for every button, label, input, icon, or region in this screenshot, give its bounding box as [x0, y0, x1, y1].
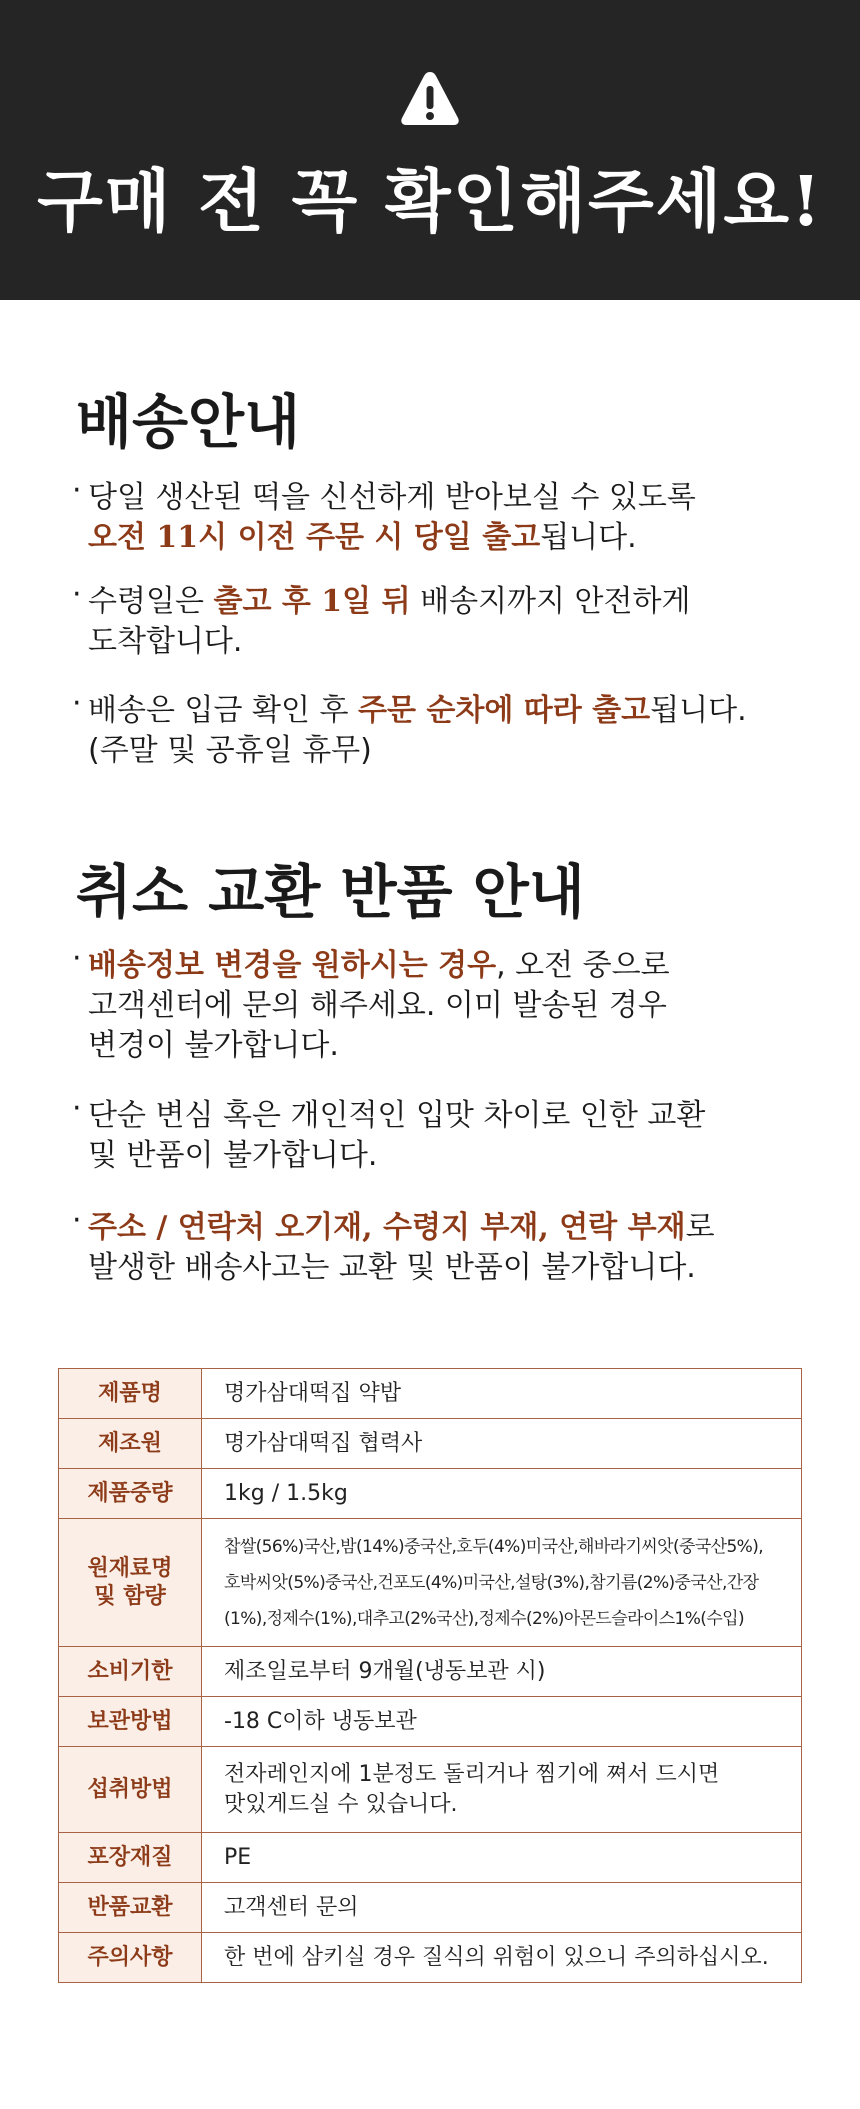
row-value-text: 제조일로부터 9개월(냉동보관 시) — [224, 1658, 546, 1684]
bullet-line — [88, 731, 810, 771]
bullet-text: 고객센터에 문의 해주세요. 이미 발송된 경우 — [88, 988, 667, 1023]
row-label-text: 포장재질 — [87, 1844, 173, 1870]
table-row — [59, 1833, 802, 1883]
row-label — [59, 1469, 202, 1519]
bullet-line — [88, 986, 810, 1026]
notice-header — [0, 0, 860, 300]
bullet-text: 배송은 입금 확인 후 — [88, 693, 358, 728]
table-row — [59, 1647, 802, 1697]
bullet-line — [88, 1248, 810, 1288]
row-value-text: 명가삼대떡집 약밥 — [224, 1380, 402, 1406]
highlight-text: 오전 11시 이전 주문 시 당일 출고 — [88, 520, 541, 555]
table-row — [59, 1697, 802, 1747]
bullet-dot: · — [72, 473, 82, 508]
row-value-text: PE — [224, 1844, 252, 1870]
row-label-text: 보관방법 — [87, 1708, 173, 1734]
cancel-bullet — [70, 941, 810, 1066]
row-value-text: 찹쌀(56%)국산,밤(14%)중국산,호두(4%)미국산,해바라기씨앗(중국산5%), — [224, 1536, 764, 1557]
row-value-text: 호박씨앗(5%)중국산,건포도(4%)미국산,설탕(3%),참기름(2%)중국산,간장 — [224, 1572, 759, 1593]
row-label — [59, 1519, 202, 1647]
bullet-text: 도착합니다. — [88, 624, 243, 659]
row-value-text: 고객센터 문의 — [224, 1894, 359, 1920]
row-value — [202, 1519, 802, 1647]
row-label — [59, 1883, 202, 1933]
bullet-text: , 오전 중으로 — [496, 948, 670, 983]
highlight-text: 주소 / 연락처 오기재, 수령지 부재, 연락 부재 — [88, 1210, 686, 1245]
row-label-text: 제조원 — [98, 1430, 162, 1456]
row-label — [59, 1697, 202, 1747]
bullet-line — [88, 582, 810, 622]
bullet-text: 로 — [685, 1210, 715, 1245]
bullet-dot: · — [72, 686, 82, 721]
row-value-text: 맛있게드실 수 있습니다. — [224, 1791, 458, 1817]
bullet-dot: · — [72, 1203, 82, 1238]
row-label-text: 제품명 — [98, 1380, 162, 1406]
highlight-text: 출고 후 1일 뒤 — [213, 584, 411, 619]
row-label-text: 제품중량 — [87, 1480, 173, 1506]
cancel-bullet — [70, 1091, 810, 1176]
bullet-text: 변경이 불가합니다. — [88, 1028, 339, 1063]
row-label-text: 및 함량 — [94, 1583, 166, 1609]
bullet-text: 및 반품이 불가합니다. — [88, 1138, 378, 1173]
bullet-text: 배송지까지 안전하게 — [410, 584, 691, 619]
bullet-text: 당일 생산된 떡을 신선하게 받아보실 수 있도록 — [88, 480, 696, 515]
table-row — [59, 1883, 802, 1933]
bullet-text: (주말 및 공휴일 휴무) — [88, 733, 372, 768]
row-value-text: 명가삼대떡집 협력사 — [224, 1430, 423, 1456]
warning-icon — [399, 68, 461, 128]
bullet-text: 됩니다. — [650, 693, 747, 728]
row-value — [202, 1369, 802, 1419]
row-value-text: 1kg / 1.5kg — [224, 1480, 348, 1506]
table-row — [59, 1933, 802, 1983]
table-row — [59, 1519, 802, 1647]
bullet-text: 발생한 배송사고는 교환 및 반품이 불가합니다. — [88, 1250, 696, 1285]
cancel-bullet — [70, 1203, 810, 1288]
cancel-section-title: 취소 교환 반품 안내 — [76, 858, 585, 926]
row-value — [202, 1469, 802, 1519]
table-row — [59, 1469, 802, 1519]
row-label — [59, 1833, 202, 1883]
table-row — [59, 1369, 802, 1419]
row-label-text: 주의사항 — [87, 1944, 173, 1970]
row-value-text: -18 C이하 냉동보관 — [224, 1708, 417, 1734]
row-value — [202, 1697, 802, 1747]
bullet-line — [88, 1096, 810, 1136]
bullet-text: 됩니다. — [540, 520, 637, 555]
delivery-bullet — [70, 473, 810, 558]
row-value — [202, 1933, 802, 1983]
row-value-text: 한 번에 삼키실 경우 질식의 위험이 있으니 주의하십시오. — [224, 1944, 769, 1970]
highlight-text: 주문 순차에 따라 출고 — [357, 693, 651, 728]
bullet-dot: · — [72, 577, 82, 612]
row-value — [202, 1647, 802, 1697]
row-label — [59, 1419, 202, 1469]
row-value — [202, 1419, 802, 1469]
highlight-text: 배송정보 변경을 원하시는 경우 — [88, 948, 497, 983]
row-label — [59, 1933, 202, 1983]
bullet-dot: · — [72, 941, 82, 976]
cancel-info-list — [70, 941, 810, 1288]
bullet-line — [88, 478, 810, 518]
bullet-line — [88, 1208, 810, 1248]
row-label-text: 원재료명 — [87, 1555, 173, 1581]
bullet-line — [88, 1136, 810, 1176]
bullet-line — [88, 518, 810, 558]
bullet-dot: · — [72, 1091, 82, 1126]
bullet-line — [88, 622, 810, 662]
delivery-section-title: 배송안내 — [76, 388, 301, 456]
row-label — [59, 1369, 202, 1419]
row-value — [202, 1883, 802, 1933]
row-value — [202, 1833, 802, 1883]
row-value-text: (1%),정제수(1%),대추고(2%국산),정제수(2%)아몬드슬라이스1%(수입) — [224, 1608, 745, 1629]
row-label-text: 반품교환 — [87, 1894, 173, 1920]
bullet-line — [88, 691, 810, 731]
table-row — [59, 1419, 802, 1469]
bullet-line — [88, 1026, 810, 1066]
delivery-info-list — [70, 473, 810, 771]
row-label-text: 소비기한 — [87, 1658, 173, 1684]
header-title: 구매 전 꼭 확인해주세요! — [37, 162, 823, 242]
row-value-text: 전자레인지에 1분정도 돌리거나 찜기에 쪄서 드시면 — [224, 1761, 720, 1787]
table-row — [59, 1747, 802, 1833]
bullet-text: 단순 변심 혹은 개인적인 입맛 차이로 인한 교환 — [88, 1098, 706, 1133]
bullet-text: 수령일은 — [88, 584, 214, 619]
row-label — [59, 1747, 202, 1833]
row-value — [202, 1747, 802, 1833]
delivery-bullet — [70, 686, 810, 771]
product-info-table — [58, 1368, 802, 1983]
row-label-text: 섭취방법 — [87, 1776, 173, 1802]
bullet-line — [88, 946, 810, 986]
row-label — [59, 1647, 202, 1697]
delivery-bullet — [70, 577, 810, 662]
